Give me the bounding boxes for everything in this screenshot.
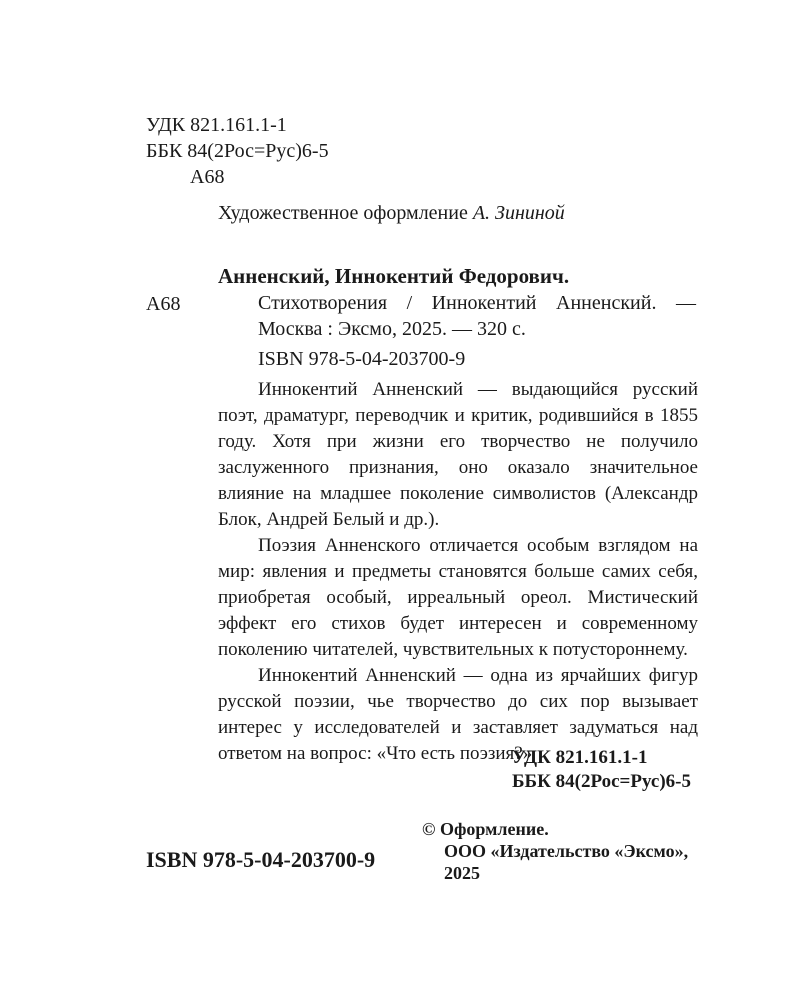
record-isbn: ISBN 978-5-04-203700-9 [258, 348, 466, 370]
design-credit-prefix: Художественное оформление [218, 202, 468, 224]
copyright-line: © Оформление. [422, 819, 549, 839]
footer-udk-code: УДК 821.161.1-1 [512, 747, 648, 768]
bbk-code: ББК 84(2Рос=Рус)6-5 [146, 140, 329, 162]
footer-isbn: ISBN 978-5-04-203700-9 [146, 847, 376, 872]
author-heading: Анненский, Иннокентий Федорович. [218, 264, 570, 288]
design-credit-artist: А. Зининой [472, 202, 565, 224]
annotation [218, 377, 698, 767]
footer-classification-codes [512, 746, 691, 794]
annotation-paragraph: Иннокентий Анненский — выдающийся русский поэт, драматург, переводчик и критик, родившийся в 1855 году. Хотя при жизни его творчество не получило заслуженного признания, оно оказало значительное влияние на младшее поколение символистов (Александр Блок, Андрей Белый и др.). [218, 379, 698, 530]
annotation-paragraph: Иннокентий Анненский — одна из ярчайших фигур русской поэзии, чье творчество до сих пор вызывает интерес у исследователей и заставляет задуматься над ответом на вопрос: «Что есть поэзия?» [218, 665, 698, 764]
copyright-notice [422, 818, 688, 884]
header-classification-codes [146, 112, 329, 190]
catalog-mark: А68 [146, 293, 181, 315]
title-statement: Стихотворения / Иннокентий Анненский. — Москва : Эксмо, 2025. — 320 с. [258, 292, 696, 340]
author-mark: А68 [190, 166, 225, 188]
copyright-year: 2025 [444, 863, 480, 883]
copyright-publisher: ООО «Издательство «Эксмо», [444, 841, 689, 861]
udk-code: УДК 821.161.1-1 [146, 114, 287, 136]
design-credit [218, 200, 565, 226]
annotation-paragraph: Поэзия Анненского отличается особым взглядом на мир: явления и предметы становятся больше самих себя, приобретая особый, ирреальный ореол. Мистический эффект его стихов будет интересен и современному поколению читателей, чувствительных к потустороннему. [218, 535, 698, 660]
footer-bbk-code: ББК 84(2Рос=Рус)6-5 [512, 771, 691, 792]
